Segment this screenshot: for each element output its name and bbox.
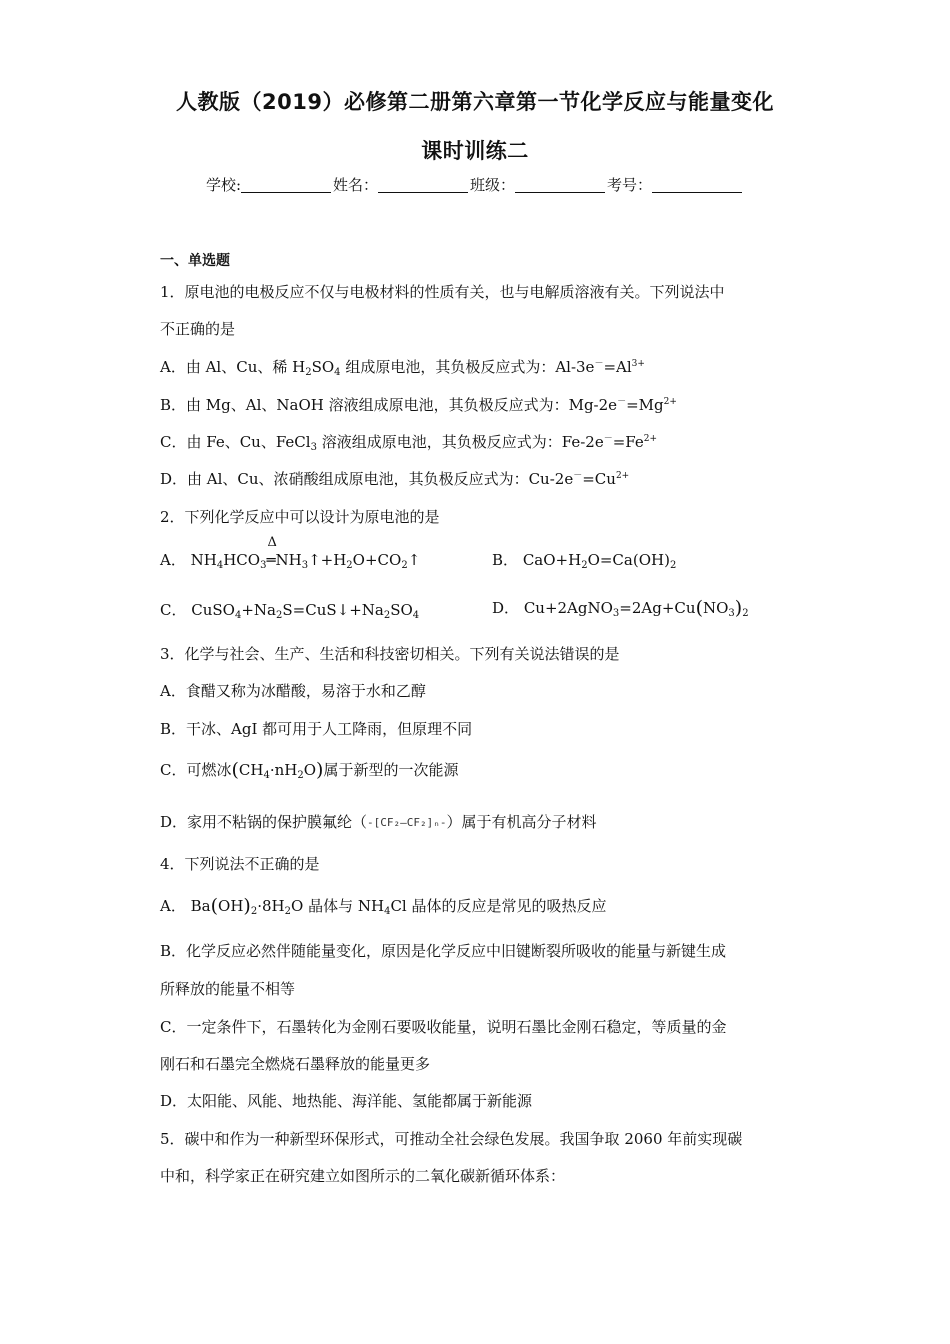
school-blank[interactable] (241, 178, 331, 193)
q1-option-c: C．由 Fe、Cu、FeCl$_3$ 溶液组成原电池，其负极反应式为：$Fe-2e^-=Fe^{2+}$ (160, 433, 658, 453)
q1-stem-line2: 不正确的是 (160, 320, 236, 338)
q2-option-c: C． $CuSO_4+Na_2S=CuS↓+Na_2SO_4$ (160, 601, 420, 621)
q2-option-b: B． $CaO+H_2O=Ca(OH)_2$ (492, 551, 677, 571)
q4-option-d: D．太阳能、风能、地热能、海洋能、氢能都属于新能源 (160, 1092, 533, 1110)
doc-subtitle: 课时训练二 (421, 139, 529, 163)
id-label: 考号： (607, 176, 653, 194)
q5-stem-line1: 5．碳中和作为一种新型环保形式，可推动全社会绿色发展。我国争取 2060 年前实现碳 (160, 1130, 743, 1148)
q4-option-c-line2: 刚石和石墨完全燃烧石墨释放的能量更多 (160, 1055, 431, 1073)
school-label: 学校: (205, 176, 241, 194)
q1-option-d: D．由 Al、Cu、浓硝酸组成原电池，其负极反应式为：$Cu-2e^-=Cu^{2+}$ (160, 470, 630, 488)
q1-stem-line1: 1．原电池的电极反应不仅与电极材料的性质有关，也与电解质溶液有关。下列说法中 (160, 283, 725, 301)
q1-option-a: A．由 Al、Cu、稀 $H_2SO_4$ 组成原电池，其负极反应式为：$Al-3e^-=Al^{3+}$ (160, 358, 645, 378)
q4-option-b-line1: B．化学反应必然伴随能量变化，原因是化学反应中旧键断裂所吸收的能量与新键生成 (160, 942, 727, 960)
q1-option-b: B．由 Mg、Al、NaOH 溶液组成原电池，其负极反应式为：$Mg-2e^-=Mg^{2+}$ (160, 396, 677, 414)
q4-stem: 4．下列说法不正确的是 (160, 855, 320, 873)
ptfe-formula-image: -[CF₂—CF₂]ₙ- (367, 816, 447, 829)
q3-stem: 3．化学与社会、生产、生活和科技密切相关。下列有关说法错误的是 (160, 645, 620, 663)
doc-title: 人教版（2019）必修第二册第六章第一节化学反应与能量变化 (176, 90, 774, 114)
id-blank[interactable] (652, 178, 742, 193)
name-blank[interactable] (378, 178, 468, 193)
q4-option-b-line2: 所释放的能量不相等 (160, 980, 296, 998)
q2-option-a: A． $NH_4HCO_3$ Δ $═NH_3↑+H_2O+CO_2↑$ (160, 535, 421, 571)
name-label: 姓名： (333, 176, 379, 194)
q3-option-a: A．食醋又称为冰醋酸，易溶于水和乙醇 (160, 682, 426, 700)
q4-option-a: A． $Ba(OH)_2\cdot 8H_2O$ 晶体与 $NH_4Cl$ 晶体的反应是常见的吸热反应 (160, 895, 607, 917)
q5-stem-line2: 中和，科学家正在研究建立如图所示的二氧化碳新循环体系： (160, 1167, 566, 1185)
student-info-line (0, 174, 950, 195)
heat-symbol: Δ (267, 535, 277, 550)
class-blank[interactable] (515, 178, 605, 193)
class-label: 班级： (470, 176, 516, 194)
q4-option-c-line1: C．一定条件下，石墨转化为金刚石要吸收能量，说明石墨比金刚石稳定，等质量的金 (160, 1018, 727, 1036)
section-heading: 一、单选题 (160, 253, 230, 269)
q2-option-d: D． $Cu+2AgNO_3=2Ag+Cu(NO_3)_2$ (492, 597, 749, 619)
q3-option-c: C．可燃冰$(CH_4\cdot nH_2O)$属于新型的一次能源 (160, 759, 459, 781)
q3-option-d: D．家用不粘锅的保护膜氟纶（-[CF₂—CF₂]ₙ-）属于有机高分子材料 (160, 813, 597, 831)
q2-stem: 2．下列化学反应中可以设计为原电池的是 (160, 508, 440, 526)
q3-option-b: B．干冰、AgI 都可用于人工降雨，但原理不同 (160, 720, 473, 738)
